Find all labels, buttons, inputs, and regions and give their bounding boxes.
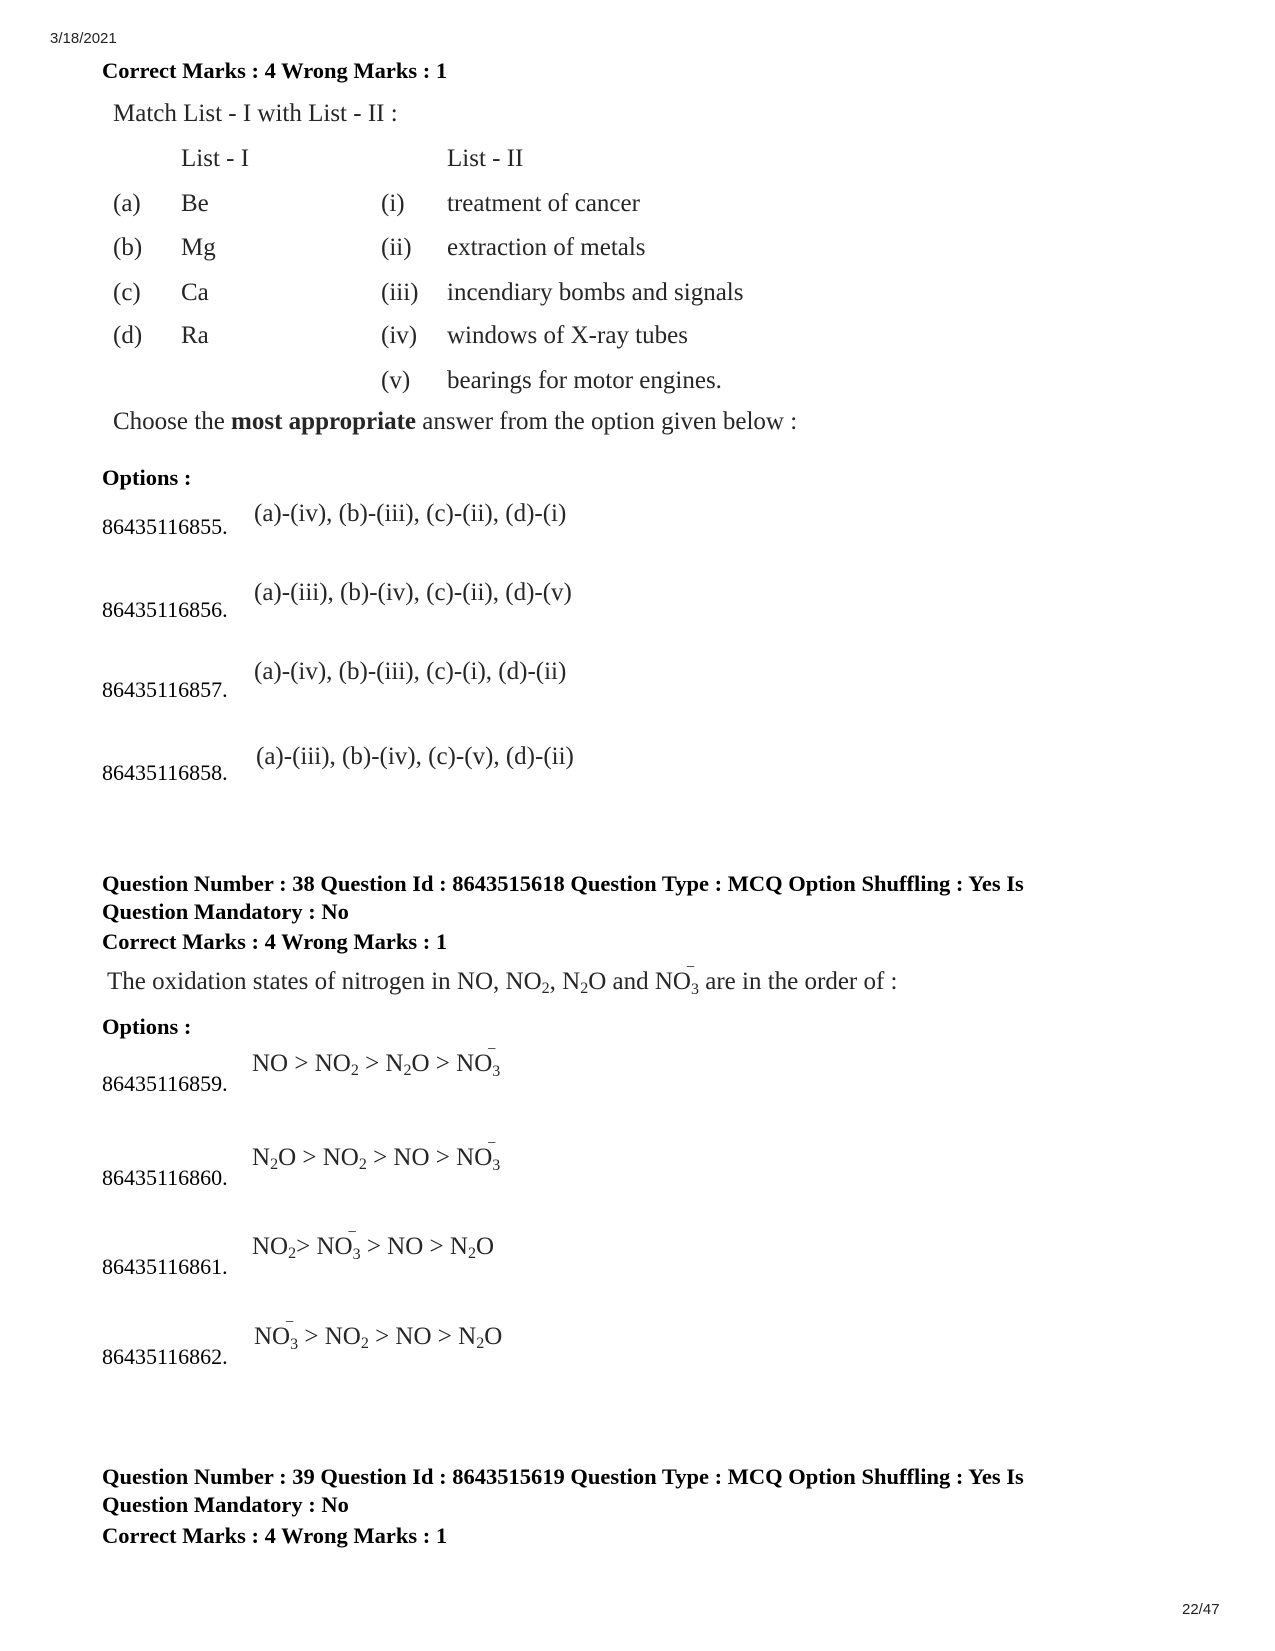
ion-sub: 3	[690, 981, 699, 998]
list1-value: Mg	[181, 234, 216, 261]
ion-charge: −	[685, 959, 695, 976]
stem-part: , N	[549, 968, 581, 995]
formula-part: NO > NO	[252, 1050, 351, 1077]
formula-part: NO	[252, 1233, 289, 1260]
formula-part: O > NO	[278, 1144, 359, 1171]
ion-sub: 3	[352, 1246, 361, 1263]
formula-sub: 2	[358, 1156, 367, 1173]
ion-base: NO	[456, 1144, 493, 1171]
list2-value: windows of X-ray tubes	[447, 322, 688, 349]
list2-label: (iv)	[381, 322, 418, 349]
formula-part: > NO	[298, 1323, 361, 1350]
list2-value: bearings for motor engines.	[447, 367, 722, 394]
list2-label: (iii)	[381, 279, 419, 306]
formula-part: O	[475, 1233, 495, 1260]
nitrate-ion	[254, 1314, 299, 1353]
q37-intro: Match List - I with List - II :	[113, 100, 398, 127]
option-text[interactable]: (a)-(iii), (b)-(iv), (c)-(ii), (d)-(v)	[254, 579, 572, 606]
ion-sub: 3	[492, 1063, 501, 1080]
instruction-post: answer from the option given below :	[416, 408, 798, 435]
ion-base: NO	[456, 1050, 493, 1077]
formula-sub: 2	[350, 1062, 359, 1079]
list1-value: Be	[181, 190, 209, 217]
list1-label: (c)	[113, 279, 141, 306]
option-id: 86435116855.	[102, 514, 228, 539]
list1-label: (a)	[113, 190, 141, 217]
q38-stem	[107, 959, 898, 998]
ion-sub: 3	[290, 1336, 299, 1353]
option-formula[interactable]	[252, 1224, 495, 1263]
list2-value: treatment of cancer	[447, 190, 640, 217]
list2-label: (ii)	[381, 234, 412, 261]
ion-base: NO	[654, 968, 691, 995]
ion-sub: 3	[492, 1157, 501, 1174]
option-formula[interactable]	[254, 1314, 503, 1353]
ion-base: NO	[254, 1323, 291, 1350]
q38-header	[102, 870, 1182, 926]
q37-instruction	[113, 408, 797, 436]
option-formula[interactable]	[252, 1041, 501, 1080]
q38-header-line1: Question Number : 38 Question Id : 8643515618 Question Type : MCQ Option Shuffling : Yes Is	[102, 871, 1024, 896]
nitrate-ion	[456, 1041, 501, 1080]
q38-header-line2: Question Mandatory : No	[102, 899, 349, 924]
formula-part: O >	[411, 1050, 457, 1077]
list2-value: extraction of metals	[447, 234, 646, 261]
formula-sub: 2	[476, 1335, 485, 1352]
option-id: 86435116862.	[102, 1344, 228, 1369]
stem-part: are in the order of :	[705, 968, 898, 995]
nitrate-ion	[456, 1135, 501, 1174]
formula-sub: 2	[403, 1062, 412, 1079]
list1-header: List - I	[181, 145, 250, 172]
ion-base: NO	[316, 1233, 353, 1260]
option-id: 86435116860.	[102, 1165, 228, 1190]
nitrate-ion	[654, 959, 699, 998]
list1-value: Ca	[181, 279, 209, 306]
option-id: 86435116858.	[102, 760, 228, 785]
stem-sub: 2	[580, 980, 589, 997]
formula-part: > NO > N	[368, 1323, 477, 1350]
ion-charge: −	[347, 1224, 357, 1241]
q38-marks: Correct Marks : 4 Wrong Marks : 1	[102, 929, 448, 954]
formula-part: >	[296, 1233, 317, 1260]
q39-header	[102, 1463, 1182, 1519]
stem-part: The oxidation states of nitrogen in NO, NO	[107, 968, 542, 995]
q38-options-label: Options :	[102, 1014, 192, 1039]
ion-charge: −	[487, 1041, 497, 1058]
formula-part: O	[484, 1323, 503, 1350]
q39-marks: Correct Marks : 4 Wrong Marks : 1	[102, 1523, 448, 1548]
list2-value: incendiary bombs and signals	[447, 279, 744, 306]
list2-header: List - II	[447, 145, 524, 172]
page-number: 22/47	[1182, 1601, 1220, 1618]
option-id: 86435116856.	[102, 597, 228, 622]
formula-sub: 2	[270, 1156, 279, 1173]
formula-part: > N	[358, 1050, 404, 1077]
list2-label: (v)	[381, 367, 411, 394]
q39-header-line1: Question Number : 39 Question Id : 8643515619 Question Type : MCQ Option Shuffling : Yes Is	[102, 1464, 1024, 1489]
formula-sub: 2	[467, 1245, 476, 1262]
option-formula[interactable]	[252, 1135, 501, 1174]
q37-options-label: Options :	[102, 465, 192, 490]
stem-sub: 2	[541, 980, 550, 997]
nitrate-ion	[316, 1224, 361, 1263]
list2-label: (i)	[381, 190, 405, 217]
stem-part: O and	[588, 968, 649, 995]
list1-label: (d)	[113, 322, 143, 349]
list1-value: Ra	[181, 322, 209, 349]
formula-part: N	[252, 1144, 271, 1171]
list1-label: (b)	[113, 234, 143, 261]
formula-part: > NO >	[366, 1144, 457, 1171]
formula-sub: 2	[360, 1335, 369, 1352]
option-text[interactable]: (a)-(iii), (b)-(iv), (c)-(v), (d)-(ii)	[256, 743, 574, 770]
instruction-bold: most appropriate	[231, 408, 416, 435]
option-id: 86435116859.	[102, 1071, 228, 1096]
ion-charge: −	[487, 1135, 497, 1152]
option-id: 86435116857.	[102, 677, 228, 702]
formula-sub: 2	[288, 1245, 297, 1262]
option-id: 86435116861.	[102, 1254, 228, 1279]
formula-part: > NO > N	[360, 1233, 468, 1260]
option-text[interactable]: (a)-(iv), (b)-(iii), (c)-(ii), (d)-(i)	[254, 500, 567, 527]
q39-header-line2: Question Mandatory : No	[102, 1492, 349, 1517]
option-text[interactable]: (a)-(iv), (b)-(iii), (c)-(i), (d)-(ii)	[254, 658, 567, 685]
instruction-pre: Choose the	[113, 408, 232, 435]
print-date: 3/18/2021	[50, 30, 117, 47]
ion-charge: −	[285, 1314, 295, 1331]
q37-marks: Correct Marks : 4 Wrong Marks : 1	[102, 58, 448, 83]
